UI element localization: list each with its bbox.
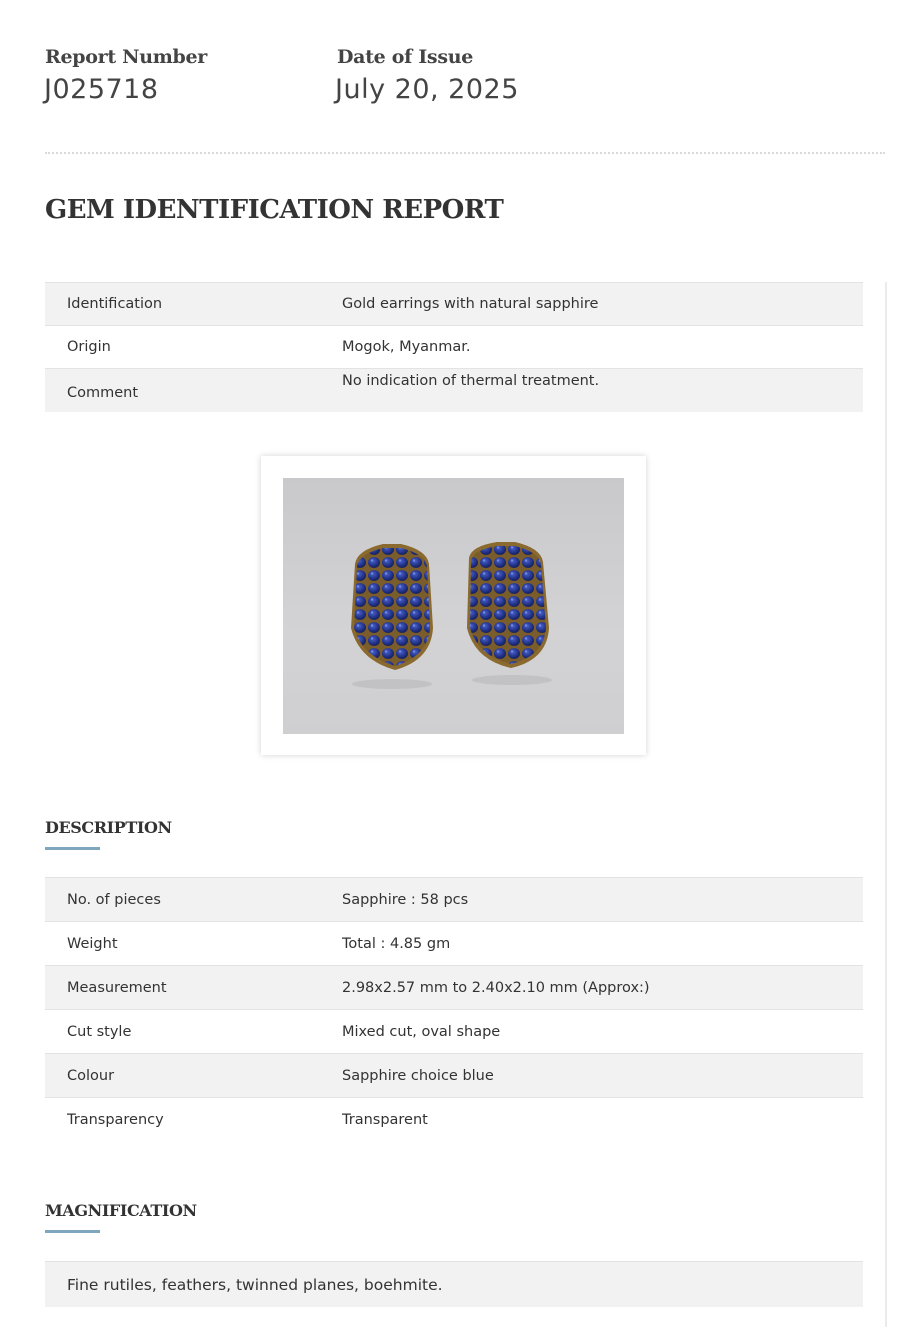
row-label: Weight [67,935,118,952]
report-title: GEM IDENTIFICATION REPORT [45,195,504,225]
row-label: Colour [67,1067,115,1084]
report-number-label: Report Number [45,46,208,68]
row-value: Gold earrings with natural sapphire [342,296,599,312]
description-table [45,877,863,1142]
row-label: Comment [67,385,139,402]
table-row [45,878,863,922]
date-of-issue-label: Date of Issue [337,46,474,68]
row-label: Transparency [67,1111,164,1128]
photo-frame [261,456,646,755]
row-value: Total : 4.85 gm [342,935,451,952]
row-label: Origin [67,339,111,355]
magnification-heading: MAGNIFICATION [45,1201,197,1220]
row-label: Cut style [67,1023,132,1040]
header-divider [45,152,885,154]
earrings-image [283,478,624,734]
magnification-text-box [45,1261,863,1307]
identification-table [45,282,863,412]
table-row [45,369,863,412]
magnification-text: Fine rutiles, feathers, twinned planes, boehmite. [67,1275,443,1294]
description-heading: DESCRIPTION [45,818,172,837]
table-row [45,326,863,369]
table-row [45,966,863,1010]
table-row [45,1098,863,1142]
table-row [45,283,863,326]
row-value: 2.98x2.57 mm to 2.40x2.10 mm (Approx:) [342,979,650,996]
sapphire-earrings-photo [283,478,624,734]
magnification-heading-underline [45,1230,100,1233]
description-heading-underline [45,847,100,850]
row-value: Mogok, Myanmar. [342,339,471,355]
row-label: No. of pieces [67,891,161,908]
row-label: Measurement [67,979,167,996]
row-value: Sapphire : 58 pcs [342,891,469,908]
row-value: No indication of thermal treatment. [342,373,600,389]
row-label: Identification [67,296,163,312]
table-row [45,1054,863,1098]
right-border-line [885,282,887,1327]
table-row [45,1010,863,1054]
row-value: Mixed cut, oval shape [342,1023,501,1040]
row-value: Transparent [342,1111,428,1128]
report-number-value: J025718 [44,74,159,105]
date-of-issue-value: July 20, 2025 [335,74,519,105]
row-value: Sapphire choice blue [342,1067,494,1084]
table-row [45,922,863,966]
